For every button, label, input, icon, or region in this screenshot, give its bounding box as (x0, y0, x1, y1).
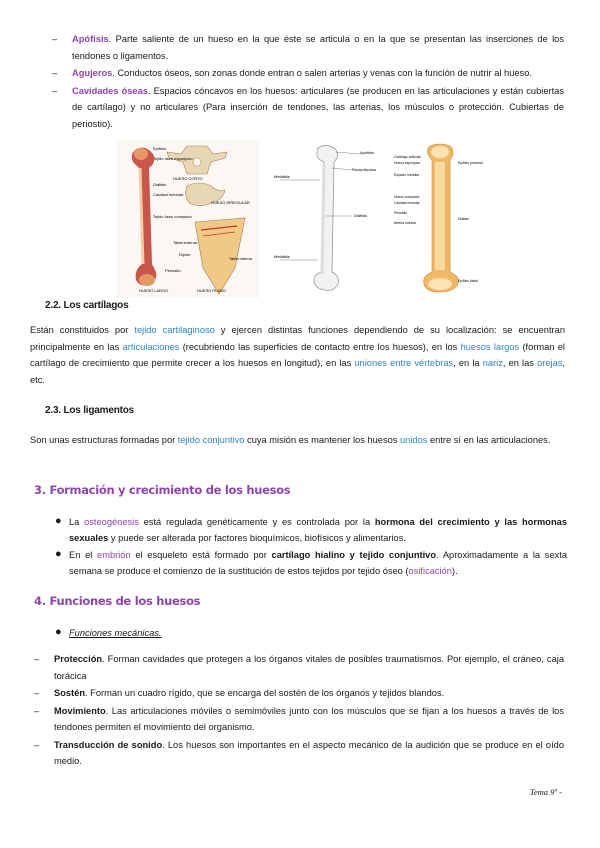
label-hueso-plano: HUESO PLANO (197, 288, 226, 293)
bold-hormonas: hormona del crecimiento y las hormonas sexuales (69, 517, 567, 543)
label-epifisis-proximal: Epífisis proximal (458, 161, 483, 165)
section-heading-cartilagos: 2.2. Los cartílagos (45, 300, 129, 311)
label-hueso-esponjoso: Hueso esponjoso (394, 161, 421, 165)
dash-marker: – (52, 85, 58, 96)
bone-section-illustration (392, 140, 500, 298)
description: . Forman cavidades que protegen a los órganos vitales de posibles traumatismos. Por ejemplo, el cráneo, caja torácica (54, 654, 564, 681)
section-heading-funciones: 4. Funciones de los huesos (34, 594, 201, 608)
funciones-bullet (55, 625, 567, 642)
link-nariz[interactable]: nariz (482, 358, 503, 368)
anatomy-terms-list (52, 31, 564, 133)
list-item (34, 737, 564, 770)
list-item (34, 685, 564, 702)
description: . Conductos óseos, son zonas donde entran o salen arterias y venas con la función de nutrir al hueso. (112, 68, 532, 78)
term: Transducción de sonido (54, 739, 163, 750)
label-cavidad-medular-r: Cavidad medular (394, 201, 420, 205)
page-footer: Tema 9º - (529, 787, 562, 797)
femur-illustration (272, 140, 392, 298)
term-osteogenesis: osteogénesis (84, 517, 139, 527)
list-item (52, 65, 564, 82)
dash-marker: – (52, 68, 58, 78)
list-item (52, 83, 564, 133)
link-unidos[interactable]: unidos (400, 435, 428, 445)
section-heading-ligamentos: 2.3. Los ligamentos (45, 405, 135, 416)
label-diafisis-mid: Diáfisis (354, 213, 367, 218)
term: Sostén (54, 688, 85, 698)
funciones-list (34, 651, 564, 771)
formacion-bullet-list (55, 514, 567, 580)
list-item (52, 31, 564, 64)
dash-marker: – (34, 654, 40, 664)
label-cartilago: Cartílago articular (394, 155, 421, 159)
link-articulaciones[interactable]: articulaciones (122, 341, 180, 352)
term: Agujeros (72, 68, 113, 78)
bold-cartilago-hialino: cartílago hialino y tejido conjuntivo (271, 550, 437, 560)
label-tabla-externa: Tabla externa (173, 240, 198, 245)
bullet-marker: ● (55, 548, 62, 560)
dash-marker: – (34, 688, 40, 698)
term-osificacion: osificación (408, 566, 452, 576)
list-item: ● La osteogénesis está regulada genéticamente y es controlada por la hormona del crecimiento y las hormonas sexuales y puede ser alterada por factores bioquímicos, biofísicos y alimentarios. (55, 515, 567, 543)
description: . Forman un cuadro rígido, que se encarga del sostén de los órganos y tejidos blandos. (85, 688, 445, 698)
list-item (55, 625, 567, 641)
label-periostio-r: Periostio (394, 211, 408, 215)
link-tejido-cartilaginoso[interactable]: tejido cartilaginoso (134, 325, 215, 335)
label-hueso-irregular: HUESO IRREGULAR (211, 200, 250, 205)
label-apofisis: Apófisis (360, 150, 375, 155)
label-hueso-compacto: Hueso compacto (394, 195, 420, 199)
list-item (34, 703, 564, 736)
label-metafisis-bottom: Metáfisis (274, 254, 290, 259)
description: . Espacios cóncavos en los huesos: articulares (se producen en las articulaciones y están cubiertas de cartílago) y no articulares (Para inserción de tendones, las arterias, los músculos o protección. Cubiertas de periostio). (72, 85, 564, 129)
label-tejido-esponjoso: Tejido óseo esponjoso (153, 156, 193, 161)
term: Apófisis (72, 34, 109, 44)
dash-marker: – (52, 34, 58, 44)
label-arteria: Arteria nutricia (394, 221, 416, 225)
label-periostio: Periostio (165, 268, 181, 273)
ligamentos-paragraph: Son unas estructuras formadas por tejido conjuntivo cuya misión es mantener los huesos unidos entre sí en las articulaciones. (30, 435, 551, 445)
description: . Las articulaciones móviles o semimóviles junto con los músculos que se fijan a los huesos a través de los tendones permiten el movimiento del organismo. (54, 705, 564, 732)
link-huesos-largos[interactable]: huesos largos (460, 341, 520, 352)
label-diploe: Diploe (179, 252, 191, 257)
label-metafisis-top: Metáfisis (274, 174, 290, 179)
label-epifisis: Epífisis (153, 146, 166, 151)
list-item: ● En el embrión el esqueleto está formado por cartílago hialino y tejido conjuntivo. Aproximadamente a la sexta semana se produce el comienzo de la sustitución de estos tejidos por tejido óseo (osificación). (55, 548, 568, 576)
label-cavidad-medular: Cavidad medular (153, 192, 184, 197)
term-embrion: embrión (97, 550, 131, 560)
label-epifisis-distal: Epífisis distal (458, 279, 478, 283)
term: Protección (54, 654, 103, 664)
dash-marker: – (34, 739, 40, 750)
link-uniones-vertebras[interactable]: uniones entre vértebras (354, 358, 454, 368)
bone-types-illustration (117, 140, 259, 298)
bullet-marker: ● (55, 515, 62, 527)
bullet-marker: ● (55, 626, 62, 638)
label-diafisis: Diáfisis (153, 182, 166, 187)
label-hueso-largo: HUESO LARGO (139, 288, 169, 293)
label-hueso-corto: HUESO CORTO (173, 176, 203, 181)
term: Movimiento (54, 705, 106, 716)
link-orejas[interactable]: orejas (537, 358, 563, 368)
list-item (34, 651, 564, 684)
section-heading-formacion: 3. Formación y crecimiento de los huesos (34, 483, 291, 497)
link-tejido-conjuntivo[interactable]: tejido conjuntivo (177, 435, 245, 445)
label-tejido-compacto: Tejido óseo compacto (153, 214, 192, 219)
label-espacio-medular: Espacio medular (394, 173, 420, 177)
dash-marker: – (34, 705, 40, 716)
label-tabla-interna: Tabla interna (229, 256, 252, 261)
label-diafisis-r: Diáfisis (458, 217, 469, 221)
funciones-mecanicas-label: Funciones mecánicas. (69, 628, 162, 638)
label-receptaculos: Receptáculos (352, 167, 377, 172)
cartilagos-paragraph: Están constituidos por tejido cartilaginoso y ejercen distintas funciones dependiendo de su localización: se encuentran principalmente en las articulaciones (recubriendo las superficies de contacto entre los huesos), en los huesos largos (forman el cartílago de crecimiento que permite crecer a los huesos en longitud), en las uniones entre vértebras, en la nariz, en las orejas, etc. (30, 325, 566, 385)
description: . Parte saliente de un hueso en la que éste se articula o en la que se presentan las inserciones de los tendones o ligamentos. (72, 34, 564, 61)
term: Cavidades óseas (72, 85, 148, 96)
description: . Los huesos son importantes en el aspecto mecánico de la audición que se produce en el oído medio. (54, 739, 564, 766)
